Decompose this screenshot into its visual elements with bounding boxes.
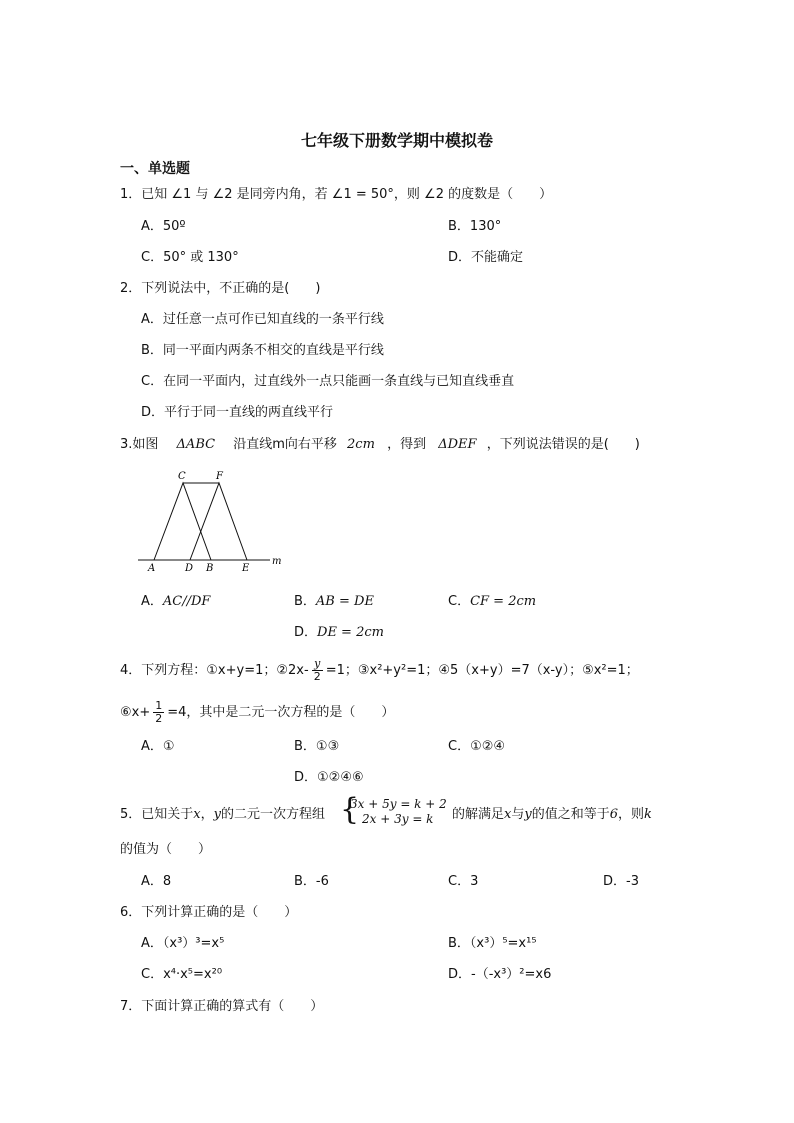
q5-stem-line1-tail: [452, 806, 652, 824]
q4-line2-a: ⑥x+: [120, 705, 151, 720]
label-d: D: [185, 563, 194, 574]
q3-stem-c: ，得到: [387, 437, 427, 452]
q4-fraction-1-over-2: [153, 700, 164, 725]
q5-option-b: B．-6: [294, 874, 329, 889]
q2-option-b: B．同一平面内两条不相交的直线是平行线: [141, 343, 384, 358]
q5-stem-c: 的解满足: [452, 807, 505, 822]
q3-option-a: [141, 593, 210, 611]
q1-option-d: D．不能确定: [448, 250, 524, 265]
q3-option-d-prefix: D．: [294, 625, 318, 640]
q5-option-c: C．3: [448, 874, 479, 889]
label-c: C: [178, 471, 186, 482]
q3-triangle-abc: ΔABC: [176, 437, 216, 452]
q4-line1: [120, 658, 639, 683]
q5-option-d: D．-3: [603, 874, 639, 889]
q3-stem-a: 3.如图: [120, 437, 159, 452]
q4-option-d: D．①②④⑥: [294, 770, 364, 785]
q5-option-a: A．8: [141, 874, 172, 889]
q5-value-six: 6: [609, 807, 619, 822]
q4-frac1-den: 2: [313, 670, 321, 683]
q4-option-b: B．①③: [294, 739, 340, 754]
q3-stem-b: 沿直线m向右平移: [233, 437, 337, 452]
q2-stem: 2．下列说法中，不正确的是( ): [120, 281, 321, 296]
q5-stem-a: 5．已知关于: [120, 807, 194, 822]
q5-var-y2: y: [524, 807, 532, 822]
q2-option-c: C．在同一平面内，过直线外一点只能画一条直线与已知直线垂直: [141, 374, 515, 389]
q4-line2-b: =4，其中是二元一次方程的是（ ）: [167, 705, 395, 720]
q4-fraction-y-over-2: [312, 658, 323, 683]
q5-system-brace: {: [340, 792, 360, 827]
q2-option-d: D．平行于同一直线的两直线平行: [141, 405, 334, 420]
q4-option-c: C．①②④: [448, 739, 506, 754]
q5-var-y: y: [213, 807, 221, 822]
q4-option-a: A．①: [141, 739, 175, 754]
label-a: A: [148, 563, 156, 574]
q5-stem-b: 的二元一次方程组: [221, 807, 326, 822]
q5-stem-line1: [120, 806, 325, 824]
section-heading: 一、单选题: [120, 161, 190, 177]
q5-comma: ，: [200, 807, 214, 822]
label-b: B: [206, 563, 214, 574]
triangle-def: [190, 483, 247, 560]
q3-option-b: [294, 593, 374, 611]
label-f: F: [216, 471, 223, 482]
q6-option-a: A．（x³）³=x⁵: [141, 936, 225, 951]
q3-option-b-prefix: B．: [294, 594, 316, 609]
q1-option-b: B．130°: [448, 219, 502, 234]
q1-option-c: C．50° 或 130°: [141, 250, 239, 265]
q3-option-a-prefix: A．: [141, 594, 163, 609]
q3-distance: 2cm: [347, 437, 375, 452]
q6-option-c: C．x⁴·x⁵=x²⁰: [141, 967, 223, 982]
q6-option-d: D．-（-x³）²=x6: [448, 967, 552, 982]
q5-var-x: x: [193, 807, 201, 822]
q3-stem: [120, 436, 640, 454]
q3-option-d: [294, 624, 384, 642]
triangle-abc: [154, 483, 211, 560]
q1-stem: 1．已知 ∠1 与 ∠2 是同旁内角，若 ∠1 = 50°，则 ∠2 的度数是（ ）: [120, 187, 553, 202]
q6-option-b: B．（x³）⁵=x¹⁵: [448, 936, 537, 951]
q3-triangle-def: ΔDEF: [438, 437, 477, 452]
q3-stem-d: ，下列说法错误的是( ): [486, 437, 640, 452]
q5-var-k: k: [644, 807, 652, 822]
q1-option-a: A．50º: [141, 219, 186, 234]
q5-stem-e: 的值之和等于: [531, 807, 610, 822]
q5-stem-f: ，则: [618, 807, 645, 822]
q4-line1-b: =1；③x²+y²=1；④5（x+y）=7（x-y）；⑤x²=1；: [325, 663, 639, 678]
q3-option-c-math: CF = 2cm: [470, 594, 537, 609]
q5-var-x2: x: [504, 807, 512, 822]
q5-stem-d: 与: [511, 807, 525, 822]
q2-option-a: A．过任意一点可作已知直线的一条平行线: [141, 312, 384, 327]
q4-line2: [120, 700, 394, 725]
q4-frac2-den: 2: [155, 712, 163, 725]
q3-option-d-math: DE = 2cm: [317, 625, 384, 640]
q3-option-c-prefix: C．: [448, 594, 471, 609]
q6-stem: 6．下列计算正确的是（ ）: [120, 905, 298, 920]
q5-stem-line2: 的值为（ ）: [120, 842, 212, 857]
q5-equation-2: 2x + 3y = k: [362, 812, 434, 826]
q3-option-b-math: AB = DE: [315, 594, 374, 609]
label-e: E: [242, 563, 250, 574]
q4-line1-a: 4．下列方程：①x+y=1；②2x-: [120, 663, 309, 678]
q3-translation-figure: [132, 466, 292, 576]
page-title: 七年级下册数学期中模拟卷: [300, 131, 493, 150]
q3-option-c: [448, 593, 536, 611]
q3-option-a-math: AC//DF: [162, 594, 211, 609]
q5-equation-1: 3x + 5y = k + 2: [350, 797, 447, 811]
q4-frac2-num: 1: [155, 699, 163, 712]
q4-frac1-num: y: [312, 658, 323, 671]
label-m: m: [272, 556, 282, 567]
q7-stem: 7．下面计算正确的算式有（ ）: [120, 999, 324, 1014]
